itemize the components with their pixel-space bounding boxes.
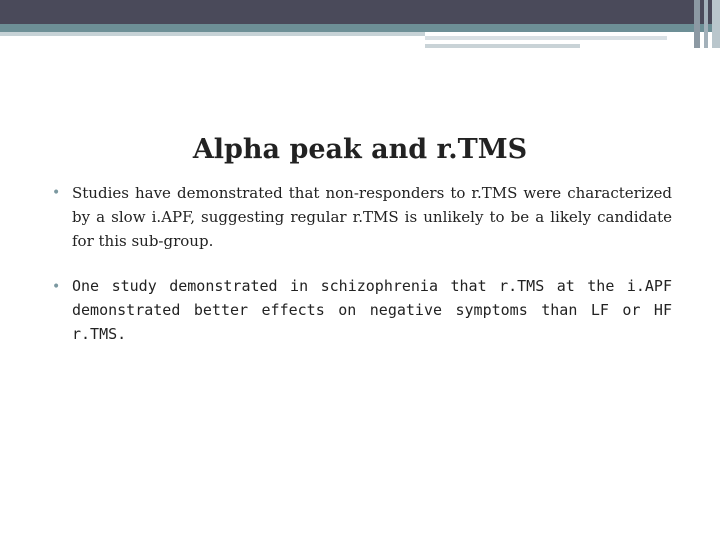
header-accent-line — [425, 44, 580, 48]
slide-title: Alpha peak and r.TMS — [192, 134, 528, 166]
bullet-item — [48, 181, 672, 253]
corner-stripe — [694, 0, 700, 48]
header-subtle-band — [0, 32, 425, 36]
bullet-text: One study demonstrated in schizophrenia that r.TMS at the i.APF demonstrated better effects on negative symptoms than LF or HF r.TMS. — [72, 277, 672, 343]
corner-stripe — [712, 0, 720, 48]
bullet-icon: • — [52, 185, 61, 201]
header-accent-band — [0, 24, 720, 32]
bullet-text: Studies have demonstrated that non-responders to r.TMS were characterized by a slow i.APF, suggesting regular r.TMS is unlikely to be a likely candidate for this sub-group. — [72, 184, 672, 250]
header-band — [0, 0, 720, 24]
corner-stripe — [704, 0, 708, 48]
bullet-list — [48, 181, 672, 367]
bullet-item — [48, 274, 672, 346]
bullet-icon: • — [52, 279, 61, 295]
header-accent-line — [425, 36, 667, 40]
